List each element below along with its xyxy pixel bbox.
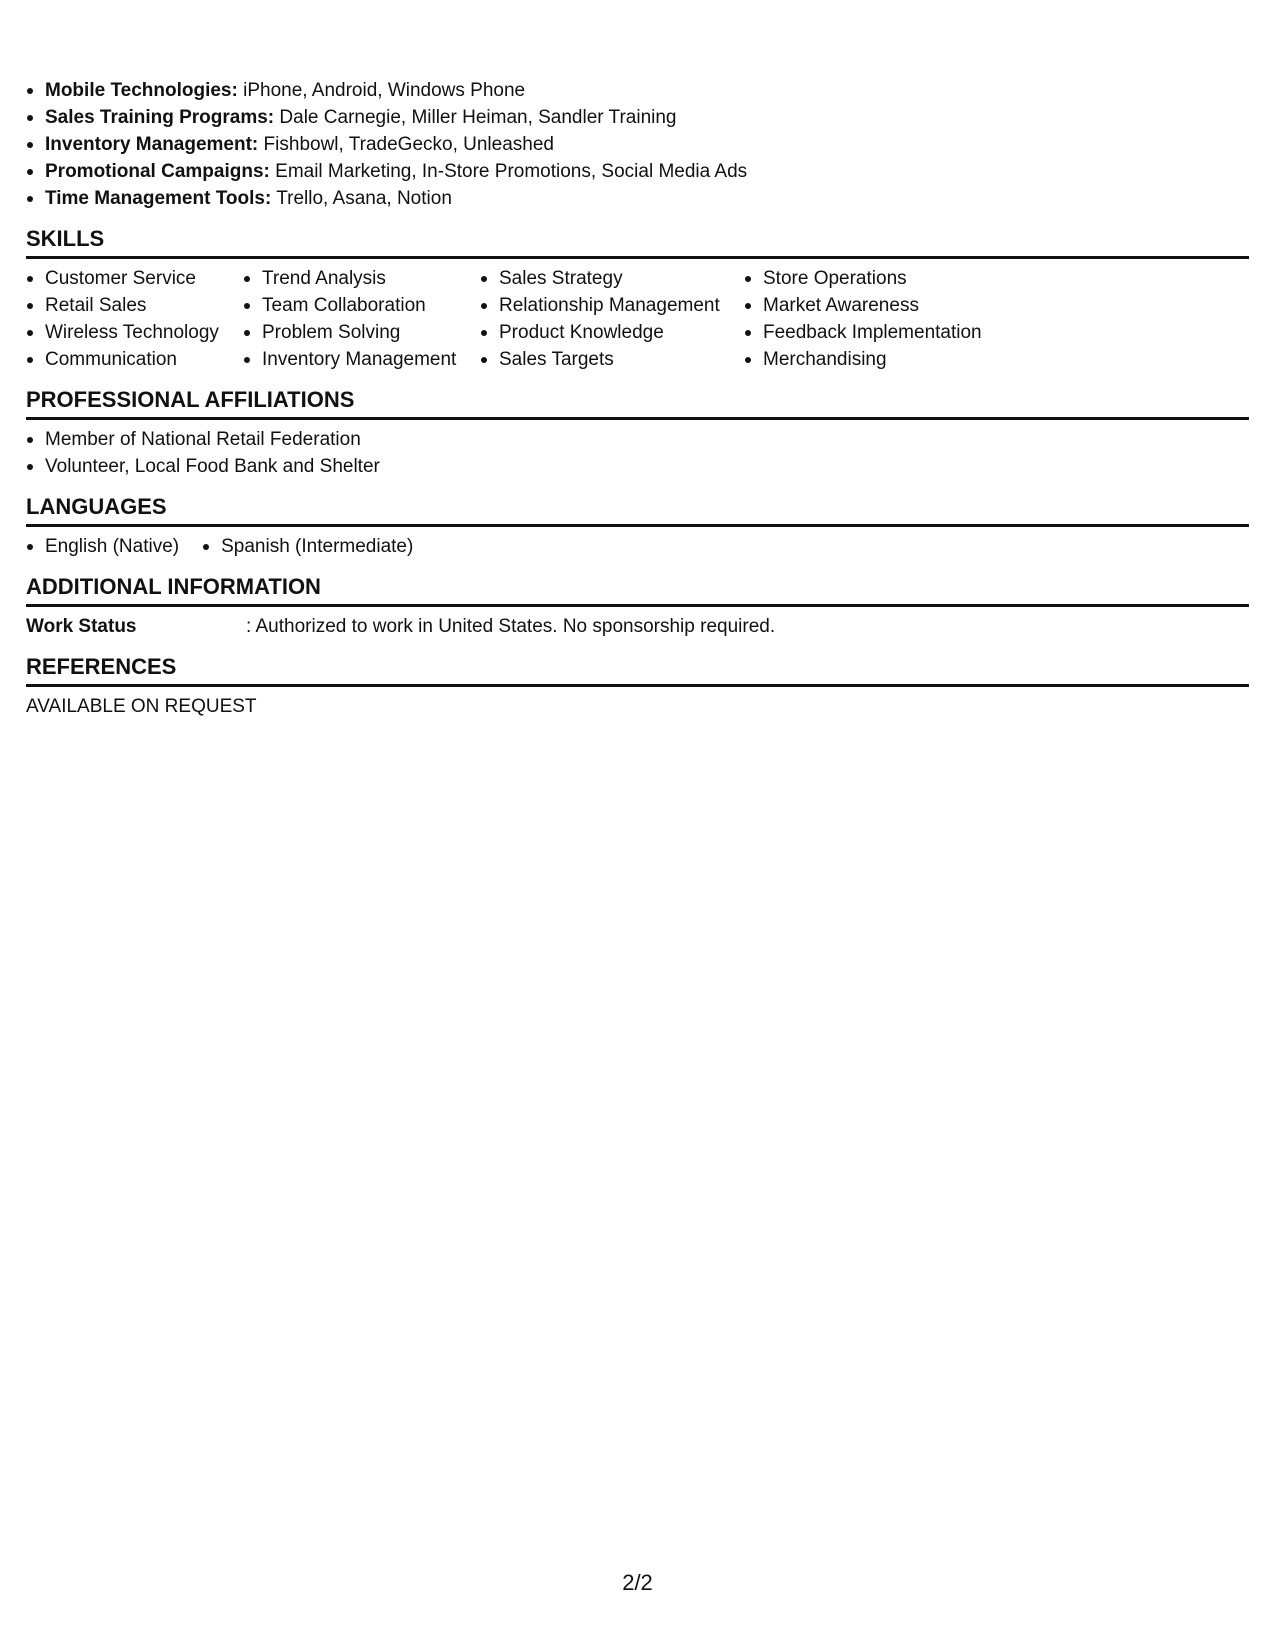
- references-heading: REFERENCES: [26, 654, 1249, 687]
- additional-info-heading: ADDITIONAL INFORMATION: [26, 574, 1249, 607]
- affiliations-list: [26, 426, 1249, 480]
- tool-value: Dale Carnegie, Miller Heiman, Sandler Training: [279, 107, 677, 128]
- page-number: 2/2: [622, 1570, 653, 1595]
- languages-list: [26, 533, 1249, 560]
- list-item: [26, 185, 1249, 212]
- skill-item: Store Operations: [744, 265, 1004, 292]
- skill-item: Trend Analysis: [243, 265, 480, 292]
- tool-label: Sales Training Programs:: [45, 107, 275, 128]
- references-text: AVAILABLE ON REQUEST: [26, 696, 257, 717]
- skills-columns: [26, 265, 1249, 373]
- skills-column: [480, 265, 744, 373]
- work-status-label: Work Status: [26, 616, 137, 637]
- list-item: [26, 77, 1249, 104]
- list-item: [26, 104, 1249, 131]
- skill-item: Inventory Management: [243, 346, 480, 373]
- tools-list: [26, 77, 1249, 212]
- tool-value: Fishbowl, TradeGecko, Unleashed: [263, 134, 554, 155]
- skills-heading: SKILLS: [26, 226, 1249, 259]
- skill-item: Customer Service: [26, 265, 243, 292]
- languages-heading: LANGUAGES: [26, 494, 1249, 527]
- skill-item: Sales Targets: [480, 346, 744, 373]
- tool-value: iPhone, Android, Windows Phone: [243, 80, 526, 101]
- skills-column: [243, 265, 480, 373]
- resume-page: [26, 77, 1249, 720]
- skill-item: Market Awareness: [744, 292, 1004, 319]
- skill-item: Communication: [26, 346, 243, 373]
- affiliations-heading: PROFESSIONAL AFFILIATIONS: [26, 387, 1249, 420]
- language-item: Spanish (Intermediate): [202, 533, 413, 560]
- affiliation-item: Member of National Retail Federation: [26, 426, 1249, 453]
- skill-item: Problem Solving: [243, 319, 480, 346]
- skill-item: Feedback Implementation: [744, 319, 1004, 346]
- skill-item: Retail Sales: [26, 292, 243, 319]
- skill-item: Product Knowledge: [480, 319, 744, 346]
- skills-column: [744, 265, 1004, 373]
- work-status-row: [26, 613, 1249, 640]
- list-item: [26, 131, 1249, 158]
- list-item: [26, 158, 1249, 185]
- affiliation-item: Volunteer, Local Food Bank and Shelter: [26, 453, 1249, 480]
- skill-item: Merchandising: [744, 346, 1004, 373]
- skills-column: [26, 265, 243, 373]
- tool-value: Email Marketing, In-Store Promotions, Social Media Ads: [275, 161, 748, 182]
- skill-item: Wireless Technology: [26, 319, 243, 346]
- skill-item: Team Collaboration: [243, 292, 480, 319]
- tool-label: Inventory Management:: [45, 134, 259, 155]
- work-status-value: : Authorized to work in United States. No sponsorship required.: [246, 616, 776, 637]
- tool-label: Mobile Technologies:: [45, 80, 238, 101]
- tool-label: Promotional Campaigns:: [45, 161, 270, 182]
- language-item: English (Native): [26, 533, 179, 560]
- skill-item: Sales Strategy: [480, 265, 744, 292]
- tool-label: Time Management Tools:: [45, 188, 272, 209]
- skill-item: Relationship Management: [480, 292, 744, 319]
- tool-value: Trello, Asana, Notion: [276, 188, 452, 209]
